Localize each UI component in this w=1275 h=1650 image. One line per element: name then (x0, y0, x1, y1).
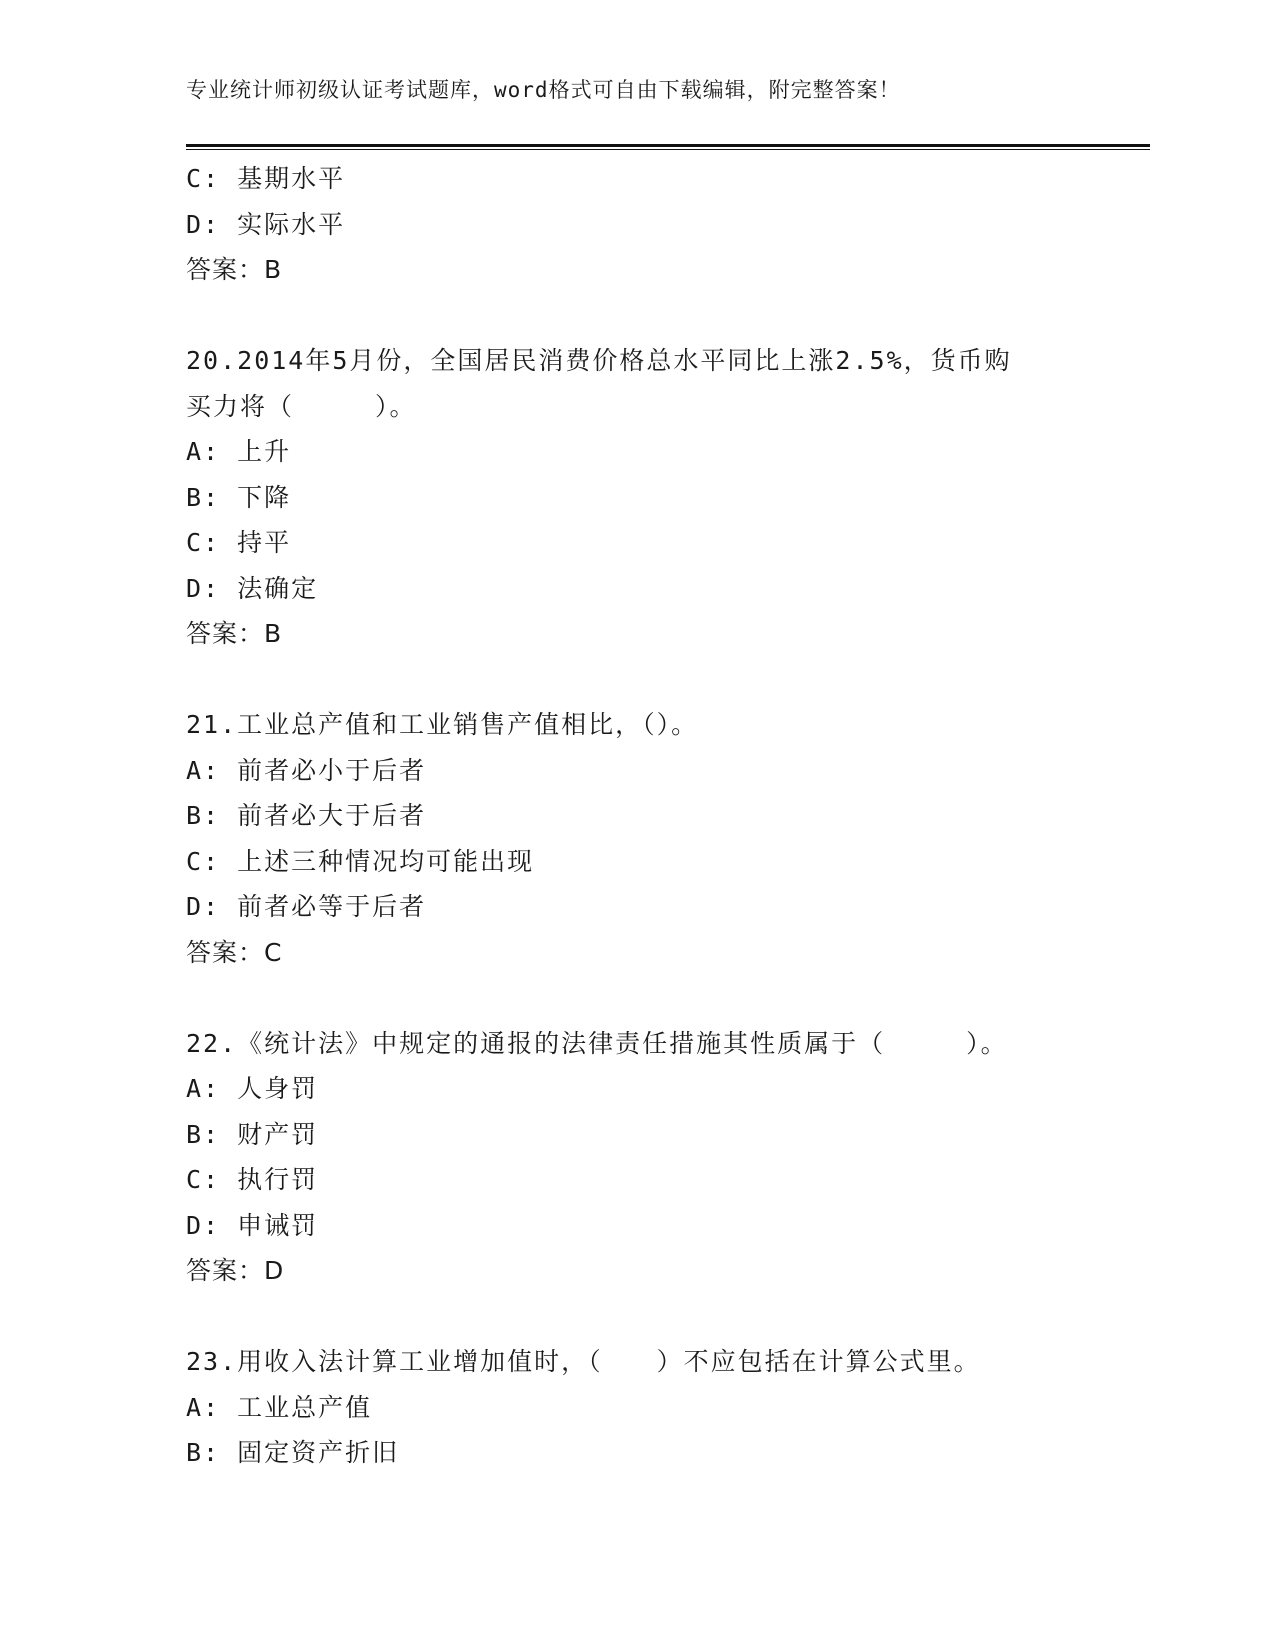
option-line (186, 793, 1150, 839)
option-label: D: (186, 573, 221, 603)
option-label: B: (186, 801, 221, 830)
option-text: 申诫罚 (237, 1210, 319, 1240)
option-text: 财产罚 (237, 1119, 319, 1149)
option-label: C: (186, 846, 221, 876)
option-label: D: (186, 209, 221, 239)
option-line (186, 156, 1150, 202)
option-line (186, 1203, 1150, 1249)
option-text: 工业总产值 (237, 1392, 373, 1422)
question-stem: 20.2014年5月份，全国居民消费价格总水平同比上涨2.5%，货币购 (186, 346, 1012, 375)
question-stem: 买力将（ ）。 (186, 391, 417, 421)
previous-question-tail (186, 156, 1150, 293)
question-23 (186, 1339, 1150, 1476)
option-text: 执行罚 (237, 1165, 319, 1194)
option-label: B: (186, 1119, 221, 1149)
option-text: 前者必大于后者 (237, 801, 427, 830)
answer-line: 答案：D (186, 1256, 285, 1285)
question-content (186, 156, 1150, 1476)
spacer (186, 657, 1150, 703)
answer-line: 答案：B (186, 255, 283, 284)
option-text: 法确定 (237, 573, 319, 603)
option-line (186, 520, 1150, 566)
option-text: 下降 (237, 482, 292, 512)
option-line (186, 1112, 1150, 1158)
option-line (186, 429, 1150, 475)
question-stem: 21.工业总产值和工业销售产值相比，（）。 (186, 710, 699, 739)
header-rule-thin (186, 149, 1150, 150)
option-label: B: (186, 1438, 221, 1467)
option-label: A: (186, 437, 221, 466)
option-label: A: (186, 755, 221, 785)
option-text: 上升 (237, 437, 292, 466)
option-line (186, 566, 1150, 612)
option-text: 固定资产折旧 (237, 1438, 400, 1467)
header-rule-thick (186, 144, 1150, 147)
option-label: D: (186, 892, 221, 921)
question-stem: 23.用收入法计算工业增加值时，（ ）不应包括在计算公式里。 (186, 1347, 981, 1376)
option-line (186, 1385, 1150, 1431)
option-label: A: (186, 1074, 221, 1103)
option-text: 持平 (237, 528, 292, 557)
option-text: 基期水平 (237, 164, 346, 193)
option-line (186, 1157, 1150, 1203)
spacer (186, 975, 1150, 1021)
option-line (186, 475, 1150, 521)
spacer (186, 293, 1150, 339)
option-text: 人身罚 (237, 1074, 319, 1103)
option-line (186, 1430, 1150, 1476)
option-text: 前者必等于后者 (237, 892, 427, 921)
page-header: 专业统计师初级认证考试题库，word格式可自由下载编辑，附完整答案！ (186, 78, 901, 102)
option-label: B: (186, 482, 221, 512)
option-label: D: (186, 1210, 221, 1240)
option-line (186, 748, 1150, 794)
option-label: C: (186, 164, 221, 193)
option-text: 上述三种情况均可能出现 (237, 846, 535, 876)
option-label: C: (186, 1165, 221, 1194)
answer-line: 答案：C (186, 937, 283, 967)
option-line (186, 839, 1150, 885)
option-text: 前者必小于后者 (237, 755, 427, 785)
option-label: A: (186, 1392, 221, 1422)
option-text: 实际水平 (237, 209, 346, 239)
question-20 (186, 338, 1150, 657)
question-22 (186, 1021, 1150, 1294)
option-line (186, 202, 1150, 248)
question-21 (186, 702, 1150, 975)
answer-line: 答案：B (186, 619, 283, 648)
option-label: C: (186, 528, 221, 557)
option-line (186, 1066, 1150, 1112)
spacer (186, 1294, 1150, 1340)
option-line (186, 884, 1150, 930)
question-stem: 22.《统计法》中规定的通报的法律责任措施其性质属于（ ）。 (186, 1028, 1008, 1058)
